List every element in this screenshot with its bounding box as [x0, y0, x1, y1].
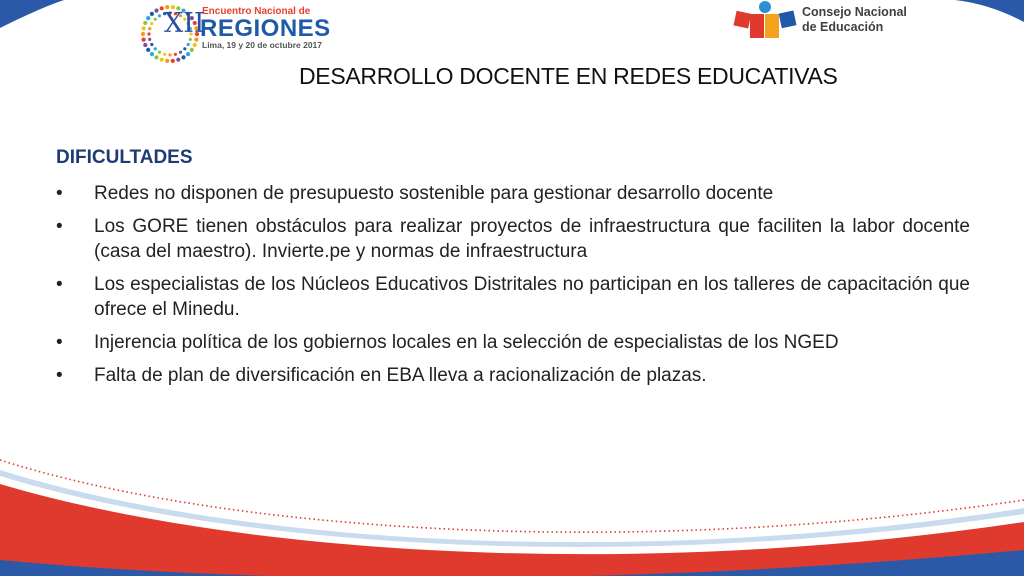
- bullet-icon: •: [56, 332, 63, 353]
- ring-dot: [158, 51, 161, 54]
- ring-dot: [181, 55, 185, 59]
- ring-dot: [148, 27, 151, 30]
- bullet-item: [56, 330, 970, 355]
- ring-dot: [160, 58, 164, 62]
- ring-dot: [150, 43, 153, 46]
- bullet-text: Redes no disponen de presupuesto sostenible para gestionar desarrollo docente: [94, 183, 774, 204]
- ring-dot: [148, 38, 151, 41]
- ring-dot: [150, 52, 154, 56]
- ring-dot: [163, 53, 166, 56]
- bullet-text: Falta de plan de diversificación en EBA lleva a racionalización de plazas.: [94, 365, 707, 386]
- slide-content: [56, 145, 970, 396]
- cne-logo-line2: de Educación: [802, 20, 884, 34]
- ring-dot: [147, 32, 150, 35]
- bullet-icon: •: [56, 274, 63, 295]
- ring-dot: [179, 51, 182, 54]
- event-logo-numeral: XII: [164, 8, 205, 39]
- ring-dot: [150, 22, 153, 25]
- event-logo-subtitle: Encuentro Nacional de: [202, 6, 311, 17]
- cne-logo: [732, 0, 932, 44]
- ring-dot: [186, 52, 190, 56]
- ring-dot: [146, 16, 150, 20]
- slide-title: DESARROLLO DOCENTE EN REDES EDUCATIVAS: [299, 63, 838, 89]
- ring-dot: [150, 12, 154, 16]
- ring-dot: [168, 53, 171, 56]
- ring-dot: [143, 21, 147, 25]
- ring-dot: [190, 48, 194, 52]
- section-heading: DIFICULTADES: [56, 147, 193, 168]
- ring-dot: [142, 38, 146, 42]
- ring-dot: [183, 47, 186, 50]
- bullet-icon: •: [56, 183, 63, 204]
- bottom-swoosh-decoration: [0, 440, 1024, 576]
- bullet-item: [56, 272, 970, 322]
- event-logo: [138, 0, 338, 70]
- ring-dot: [154, 18, 157, 21]
- top-right-swoosh: [955, 0, 1024, 22]
- ring-dot: [174, 53, 177, 56]
- ring-dot: [141, 32, 145, 36]
- bullet-icon: •: [56, 216, 63, 237]
- ring-dot: [146, 48, 150, 52]
- cne-logo-line1: Consejo Nacional: [802, 5, 907, 19]
- top-left-swoosh: [0, 0, 64, 28]
- bullet-text: Los especialistas de los Núcleos Educativos Distritales no participan en los talleres de capacitación que ofrece el Minedu.: [94, 274, 970, 320]
- bullet-item: [56, 363, 970, 388]
- ring-dot: [187, 43, 190, 46]
- bullet-text: Los GORE tienen obstáculos para realizar proyectos de infraestructura que faciliten la labor docente (casa del maestro). Invierte.pe y normas de infraestructura: [94, 216, 970, 262]
- ring-dot: [143, 43, 147, 47]
- event-logo-name: REGIONES: [200, 15, 331, 42]
- cne-mark-icon: [732, 0, 798, 44]
- ring-dot: [142, 26, 146, 30]
- ring-dot: [193, 43, 197, 47]
- ring-dot: [154, 9, 158, 13]
- bullet-text: Injerencia política de los gobiernos locales en la selección de especialistas de los NGED: [94, 332, 839, 353]
- cne-logo-text: [802, 5, 907, 35]
- ring-dot: [154, 55, 158, 59]
- bullet-icon: •: [56, 365, 63, 386]
- ring-dot: [158, 14, 161, 17]
- bullet-item: [56, 181, 970, 206]
- event-logo-date: Lima, 19 y 20 de octubre 2017: [202, 40, 323, 50]
- bullet-item: [56, 214, 970, 264]
- bullet-list: [56, 181, 970, 388]
- ring-dot: [154, 47, 157, 50]
- ring-dot: [176, 58, 180, 62]
